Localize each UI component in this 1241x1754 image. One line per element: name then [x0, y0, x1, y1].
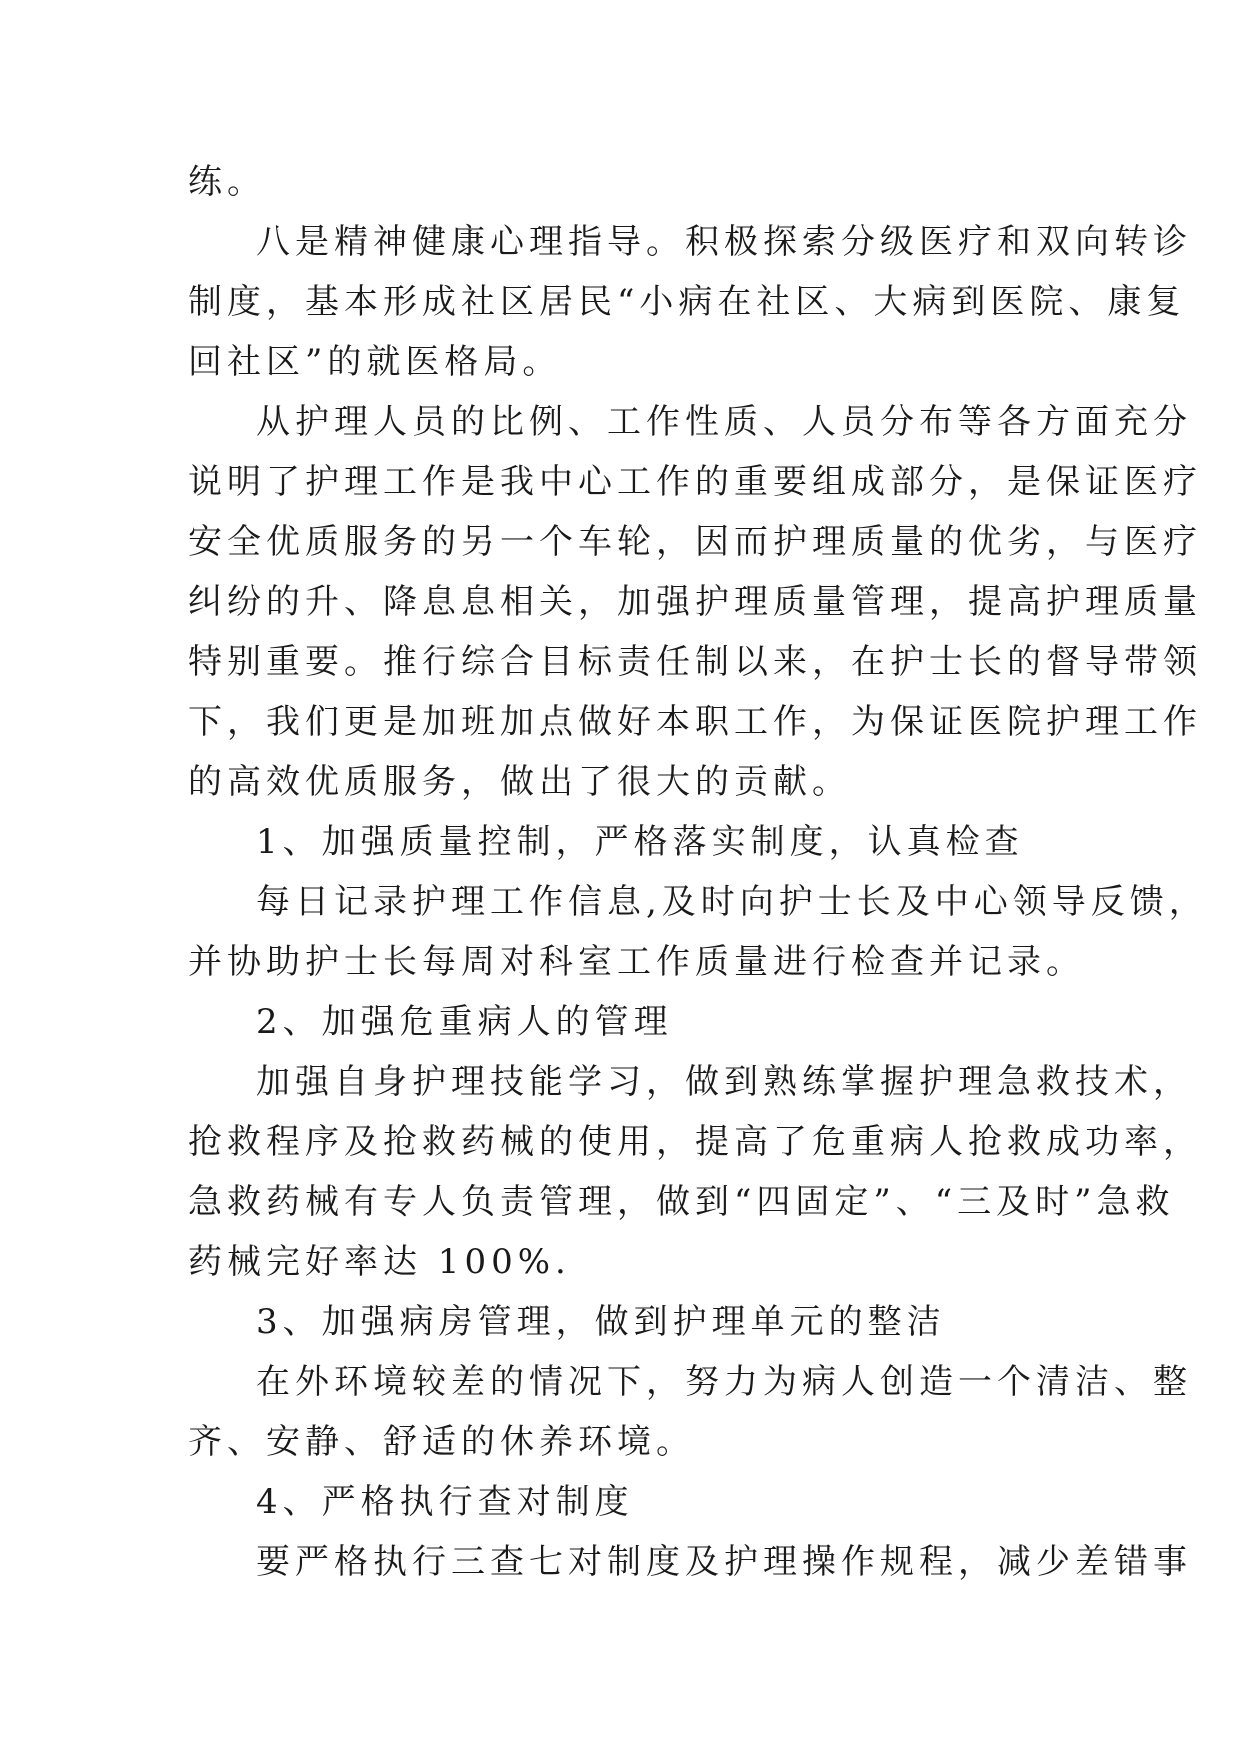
- text-line: 的高效优质服务，做出了很大的贡献。: [188, 762, 851, 802]
- text-line: 4、严格执行查对制度: [256, 1482, 634, 1522]
- text-line: 下，我们更是加班加点做好本职工作，为保证医院护理工作: [188, 702, 1202, 742]
- text-line: 八是精神健康心理指导。积极探索分级医疗和双向转诊: [256, 222, 1192, 262]
- text-line: 练。: [188, 162, 266, 202]
- text-line: 回社区”的就医格局。: [188, 342, 562, 382]
- text-line: 抢救程序及抢救药械的使用，提高了危重病人抢救成功率，: [188, 1122, 1202, 1162]
- text-line: 特别重要。推行综合目标责任制以来，在护士长的督导带领: [188, 642, 1202, 682]
- text-line: 2、加强危重病人的管理: [256, 1002, 673, 1042]
- text-line: 要严格执行三查七对制度及护理操作规程，减少差错事: [256, 1542, 1192, 1582]
- document-body: [188, 152, 1208, 1592]
- text-line: 说明了护理工作是我中心工作的重要组成部分，是保证医疗: [188, 462, 1202, 502]
- text-line: 纠纷的升、降息息相关，加强护理质量管理，提高护理质量: [188, 582, 1202, 622]
- text-line: 加强自身护理技能学习，做到熟练掌握护理急救技术，: [256, 1062, 1192, 1102]
- text-line: 药械完好率达 100%.: [188, 1242, 571, 1282]
- text-line: 齐、安静、舒适的休养环境。: [188, 1422, 695, 1462]
- text-line: 急救药械有专人负责管理，做到“四固定”、“三及时”急救: [188, 1182, 1175, 1222]
- text-line: 3、加强病房管理，做到护理单元的整洁: [256, 1302, 946, 1342]
- text-line: 并协助护士长每周对科室工作质量进行检查并记录。: [188, 942, 1085, 982]
- text-line: 每日记录护理工作信息,及时向护士长及中心领导反馈，: [256, 882, 1208, 922]
- text-line: 从护理人员的比例、工作性质、人员分布等各方面充分: [256, 402, 1192, 442]
- text-line: 制度，基本形成社区居民“小病在社区、大病到医院、康复: [188, 282, 1186, 322]
- text-line: 1、加强质量控制，严格落实制度，认真检查: [256, 822, 1024, 862]
- text-line: 在外环境较差的情况下，努力为病人创造一个清洁、整: [256, 1362, 1192, 1402]
- text-line: 安全优质服务的另一个车轮，因而护理质量的优劣，与医疗: [188, 522, 1202, 562]
